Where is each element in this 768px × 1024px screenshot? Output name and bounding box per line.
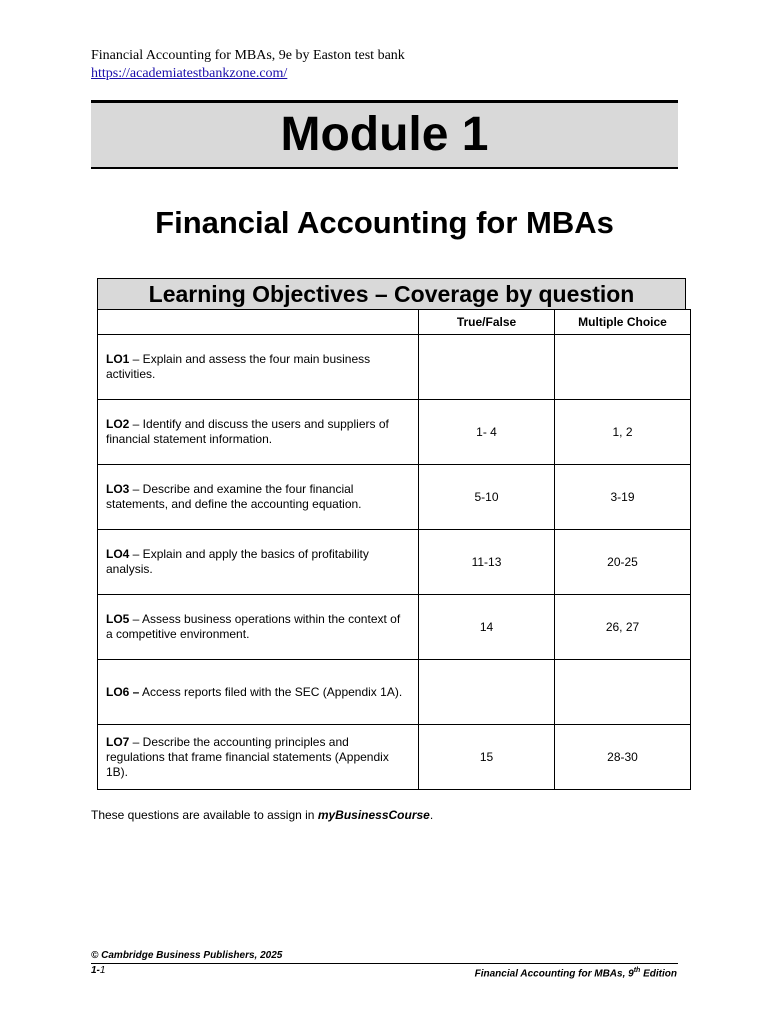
header-title: Financial Accounting for MBAs, 9e by Easton test bank bbox=[91, 48, 405, 63]
footer-divider bbox=[91, 963, 384, 964]
objective-code: LO3 bbox=[106, 482, 130, 496]
objective-code: LO4 bbox=[106, 547, 130, 561]
true-false-cell bbox=[419, 335, 555, 400]
book-title: Financial Accounting for MBAs, 9 bbox=[474, 968, 634, 980]
objective-cell bbox=[98, 725, 419, 790]
edition-superscript: th bbox=[633, 967, 641, 974]
multiple-choice-cell: 20-25 bbox=[555, 530, 691, 595]
objective-text: – Describe the accounting principles and regulations that frame financial statements (Appendix 1B). bbox=[106, 734, 389, 779]
page-number: 1 bbox=[99, 965, 106, 976]
true-false-cell: 1- 4 bbox=[419, 400, 555, 465]
multiple-choice-cell bbox=[555, 335, 691, 400]
footer-copyright: © Cambridge Business Publishers, 2025 bbox=[91, 950, 283, 961]
objective-cell bbox=[98, 400, 419, 465]
objective-cell bbox=[98, 465, 419, 530]
multiple-choice-cell: 3-19 bbox=[555, 465, 691, 530]
objective-cell bbox=[98, 660, 419, 725]
multiple-choice-cell bbox=[555, 660, 691, 725]
column-header-objective bbox=[98, 310, 419, 335]
coverage-table bbox=[97, 309, 691, 790]
footer-page-number bbox=[91, 965, 105, 977]
table-caption: Learning Objectives – Coverage by question bbox=[97, 278, 686, 309]
objective-cell bbox=[98, 530, 419, 595]
table-row bbox=[98, 530, 691, 595]
footer-book-title bbox=[475, 965, 677, 980]
table-header-row bbox=[98, 310, 691, 335]
footer-divider-right bbox=[384, 963, 678, 964]
objective-text: – Describe and examine the four financial statements, and define the accounting equation. bbox=[106, 482, 362, 511]
true-false-cell: 15 bbox=[419, 725, 555, 790]
objective-text: Access reports filed with the SEC (Appendix 1A). bbox=[139, 684, 403, 699]
multiple-choice-cell: 26, 27 bbox=[555, 595, 691, 660]
objective-text: – Identify and discuss the users and suppliers of financial statement information. bbox=[106, 417, 389, 446]
column-header-true-false: True/False bbox=[419, 310, 555, 335]
true-false-cell bbox=[419, 660, 555, 725]
objective-cell bbox=[98, 335, 419, 400]
multiple-choice-cell: 1, 2 bbox=[555, 400, 691, 465]
footnote-course-name: myBusinessCourse bbox=[317, 808, 430, 822]
objective-code: LO2 bbox=[106, 417, 130, 431]
column-header-multiple-choice: Multiple Choice bbox=[555, 310, 691, 335]
module-title: Module 1 bbox=[280, 108, 489, 161]
header-link[interactable]: https://academiatestbankzone.com/ bbox=[91, 66, 288, 81]
learning-objectives-table bbox=[97, 278, 690, 790]
objective-code: LO7 bbox=[106, 734, 130, 749]
objective-code: LO1 bbox=[106, 352, 130, 366]
true-false-cell: 11-13 bbox=[419, 530, 555, 595]
objective-text: – Explain and assess the four main business activities. bbox=[106, 352, 371, 381]
table-row bbox=[98, 595, 691, 660]
objective-code: LO5 bbox=[106, 612, 130, 626]
table-row bbox=[98, 400, 691, 465]
page-prefix: 1- bbox=[91, 965, 100, 976]
table-row bbox=[98, 725, 691, 790]
objective-code: LO6 – bbox=[106, 684, 140, 699]
table-row bbox=[98, 465, 691, 530]
multiple-choice-cell: 28-30 bbox=[555, 725, 691, 790]
footnote bbox=[91, 808, 433, 823]
objective-text: – Assess business operations within the context of a competitive environment. bbox=[106, 612, 401, 641]
true-false-cell: 5-10 bbox=[419, 465, 555, 530]
true-false-cell: 14 bbox=[419, 595, 555, 660]
table-row bbox=[98, 335, 691, 400]
objective-text: – Explain and apply the basics of profitability analysis. bbox=[106, 547, 369, 576]
footnote-text: These questions are available to assign in bbox=[91, 808, 318, 822]
footnote-suffix: . bbox=[429, 808, 434, 822]
main-title: Financial Accounting for MBAs bbox=[155, 205, 614, 240]
objective-cell bbox=[98, 595, 419, 660]
edition-suffix: Edition bbox=[640, 968, 677, 980]
table-row bbox=[98, 660, 691, 725]
module-banner bbox=[91, 100, 678, 169]
